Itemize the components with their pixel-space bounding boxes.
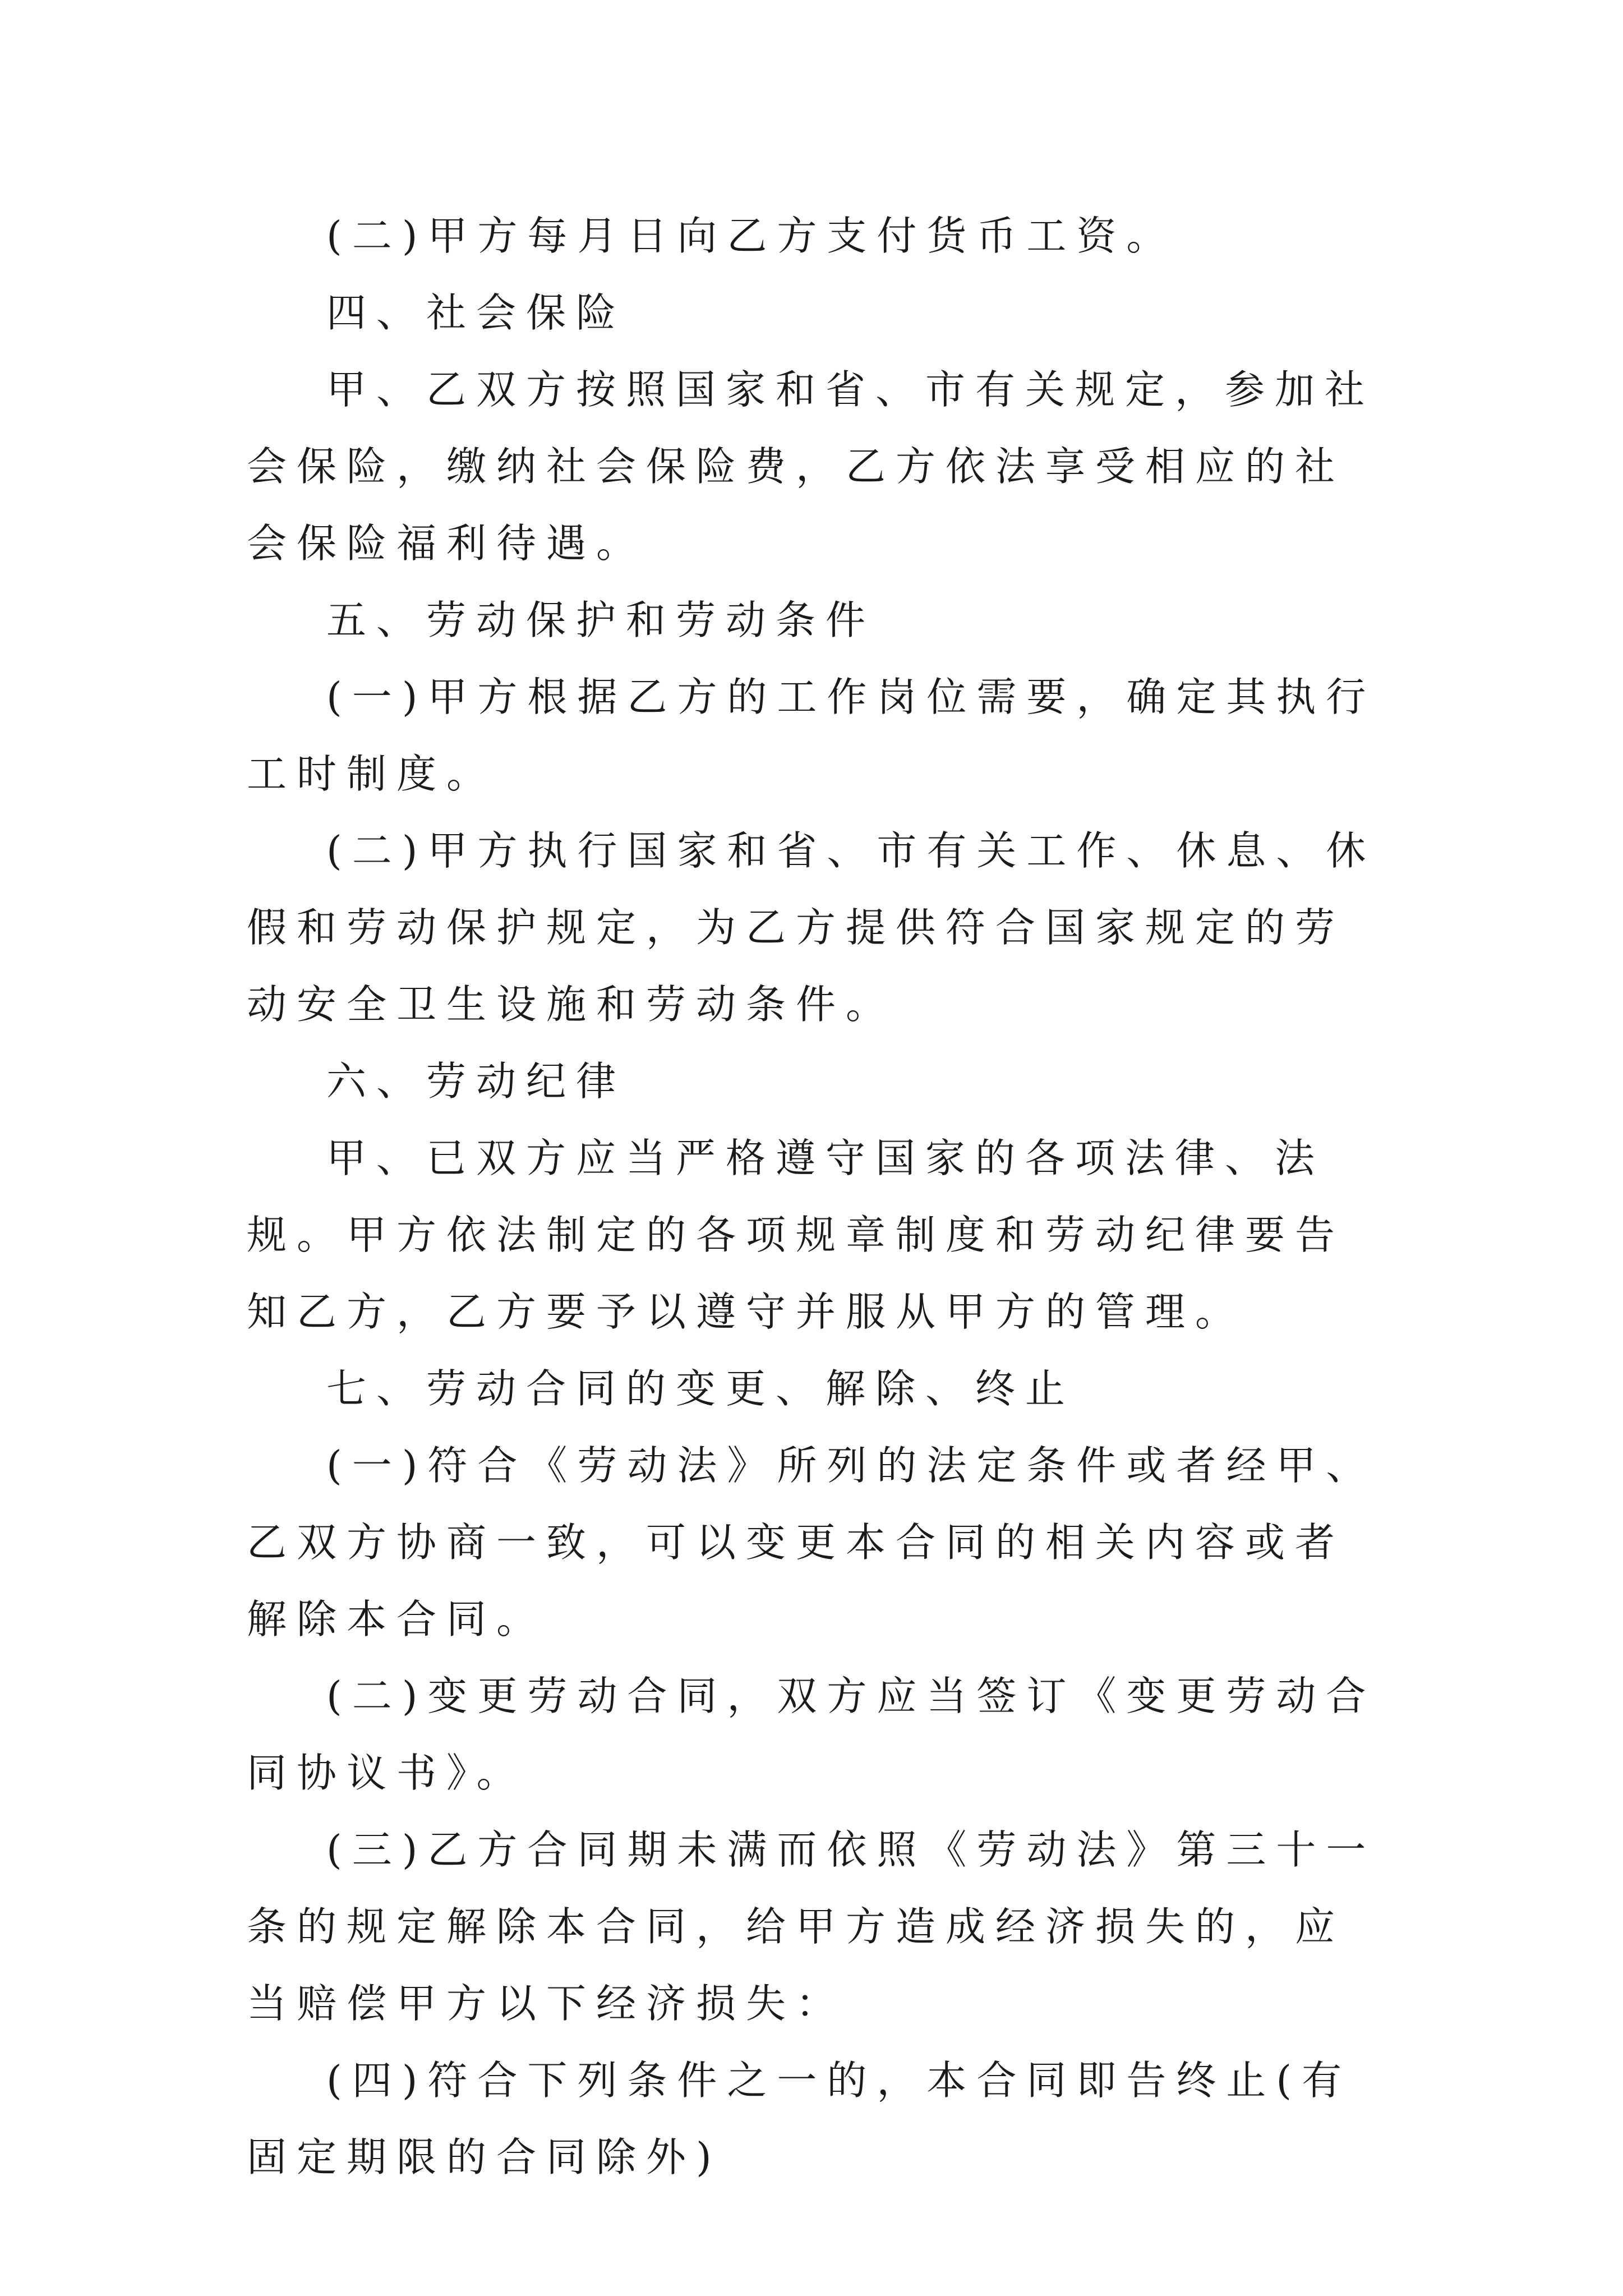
paragraph-social-insurance: 甲、乙双方按照国家和省、市有关规定，参加社会保险，缴纳社会保险费，乙方依法享受相应的社会保险福利待遇。 [247,366,1375,567]
section-heading-labor-protection: 五、劳动保护和劳动条件 [326,597,876,643]
paragraph-termination-conditions: (四)符合下列条件之一的，本合同即告终止(有固定期限的合同除外) [247,2057,1352,2180]
paragraph-wage-payment: (二)甲方每月日向乙方支付货币工资。 [326,213,1177,259]
paragraph-working-hours: (一)甲方根据乙方的工作岗位需要，确定其执行工时制度。 [247,674,1376,797]
paragraph-contract-modification: (一)符合《劳动法》所列的法定条件或者经甲、乙双方协商一致，可以变更本合同的相关内容或者解除本合同。 [247,1442,1376,1642]
paragraph-labor-discipline: 甲、已双方应当严格遵守国家的各项法律、法规。甲方依法制定的各项规章制度和劳动纪律要告知乙方，乙方要予以遵守并服从甲方的管理。 [247,1135,1345,1335]
section-heading-labor-discipline: 六、劳动纪律 [326,1058,626,1105]
paragraph-safety-conditions: (二)甲方执行国家和省、市有关工作、休息、休假和劳动保护规定，为乙方提供符合国家规定的劳动安全卫生设施和劳动条件。 [247,827,1376,1028]
document-body [247,197,1391,2196]
paragraph-early-termination: (三)乙方合同期未满而依照《劳动法》第三十一条的规定解除本合同，给甲方造成经济损失的，应当赔偿甲方以下经济损失： [247,1826,1376,2027]
section-heading-contract-changes: 七、劳动合同的变更、解除、终止 [326,1365,1076,1412]
section-heading-social-insurance: 四、社会保险 [326,289,626,336]
paragraph-change-agreement: (二)变更劳动合同，双方应当签订《变更劳动合同协议书》。 [247,1673,1376,1796]
